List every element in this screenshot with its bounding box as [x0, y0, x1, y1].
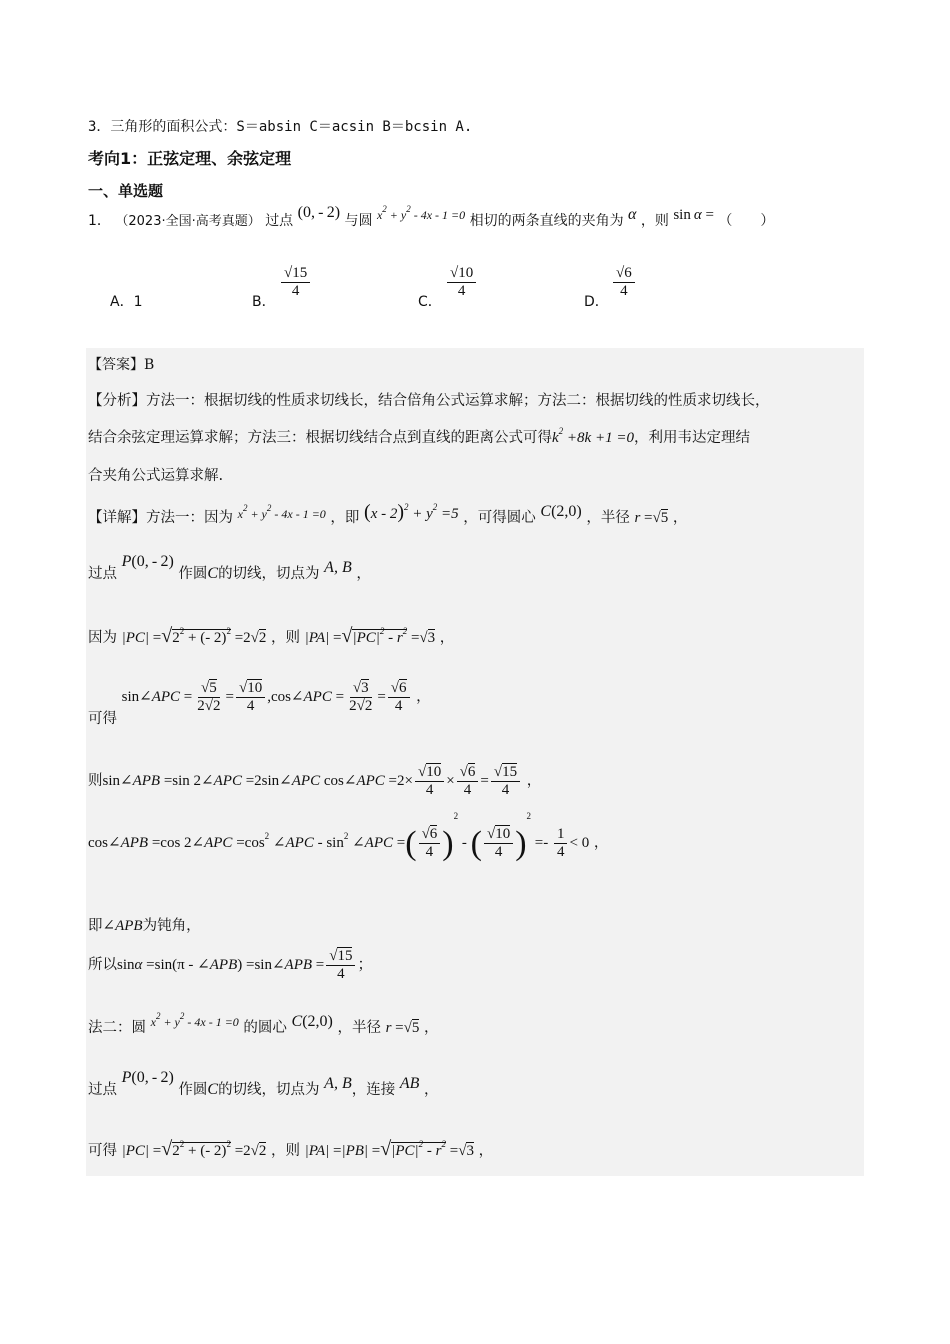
detail-eq2: $(x - 2)^2 + y^2 =5$	[364, 501, 459, 523]
option-b-num: √15	[281, 265, 310, 283]
segment-AB: AB	[399, 1075, 420, 1092]
method2-line-3	[88, 1138, 493, 1161]
option-c-num: √10	[447, 265, 476, 283]
option-d-den: 4	[620, 283, 628, 300]
method2-line-2	[88, 1069, 439, 1099]
method2-then-text: ，则	[271, 1143, 300, 1159]
option-c[interactable]	[418, 291, 442, 311]
obtuse-text: 即∠APB为钝角，	[88, 918, 201, 934]
question-sin-alpha: sin α =	[673, 207, 714, 223]
detail-comma: ，	[672, 510, 688, 526]
detail-line-4	[88, 680, 431, 728]
method2-line-1	[88, 1011, 439, 1037]
detail-radius-text: ，半径	[586, 510, 630, 526]
comma-9: ，	[478, 1143, 494, 1159]
answer-line: 【答案】B	[88, 357, 155, 373]
option-c-den: 4	[457, 283, 466, 300]
get-text: 可得	[88, 711, 117, 728]
option-b-fraction	[279, 265, 312, 301]
pass-point-text: 过点	[88, 566, 117, 582]
detail-radius: r =√5	[634, 510, 669, 526]
method2-eq: x2 + y2 - 4x - 1 =0	[150, 1011, 239, 1029]
question-source: （2023·全国·高考真题）	[115, 214, 261, 229]
comma-4: ，	[416, 689, 431, 706]
tangent-text: 作圆	[178, 566, 208, 582]
comma-6: ，	[593, 835, 609, 852]
method2-tangent-points: A, B	[324, 1075, 352, 1092]
section-heading: 考向1：正弦定理、余弦定理	[88, 149, 292, 168]
method2-center-text: 的圆心	[243, 1020, 287, 1036]
question-point: (0, - 2)	[297, 204, 341, 221]
method2-get-text: 可得	[88, 1143, 117, 1159]
method2-tangent-text: 作圆	[178, 1082, 208, 1098]
analysis-eq: $k^2 +8k +1 =0$	[552, 426, 634, 446]
method2-pass-point: 过点	[88, 1082, 117, 1098]
question-text-a: 过点	[265, 213, 294, 229]
option-b-label: B．	[252, 294, 276, 310]
method2-point-P: P(0, - 2)	[121, 1069, 174, 1086]
circle-C: C	[207, 565, 219, 582]
sub-section-heading: 一、单选题	[88, 182, 164, 200]
analysis-line-2-tail: ，利用韦达定理结	[633, 430, 750, 446]
question-text-d: ，则	[640, 213, 669, 229]
detail-line-7	[88, 914, 201, 935]
analysis-line-2	[88, 426, 750, 447]
because-text: 因为	[88, 630, 117, 646]
comma-7: ，	[423, 1020, 439, 1036]
question-text-b: 与圆	[344, 213, 373, 229]
method2-center: C(2,0)	[291, 1013, 333, 1030]
method2-circle-C: C	[207, 1081, 219, 1098]
detail-mid: ，即	[330, 510, 360, 526]
detail-center: C(2,0)	[540, 503, 582, 520]
question-text-c: 相切的两条直线的夹角为	[469, 213, 624, 229]
pa-equation: $|PA| =√|PC|^2 - r^2 =√3$	[304, 625, 436, 647]
detail-center-text: ，可得圆心	[463, 510, 536, 526]
option-b-den: 4	[291, 283, 300, 300]
option-d-fraction	[611, 265, 637, 301]
analysis-line-2-text: 结合余弦定理运算求解；方法三：根据切线结合点到直线的距离公式可得	[88, 430, 552, 446]
question-1	[88, 204, 775, 230]
question-alpha: α	[628, 206, 637, 223]
analysis-line-1: 【分析】方法一：根据切线的性质求切线长，结合倍角公式运算求解；方法二：根据切线的性质求切线长，	[88, 393, 770, 409]
detail-line-2	[88, 553, 371, 583]
comma-8: ，	[423, 1082, 439, 1098]
method2-pa-pb-equation: $|PA| =|PB| =√|PC|^2 - r^2 =√3$	[304, 1138, 474, 1160]
detail-line-6	[88, 811, 609, 862]
cos-apb-equation: cos∠APB =cos 2∠APC $=\cos^2$ ∠APC - $\sin^2$ ∠APC =( $\frac{√6}{4}$ )$^2$ - ( $\frac{√10}{4}$ )$^2$ =- $\frac{1}{4}$ < 0	[88, 811, 590, 862]
comma-3: ，	[439, 630, 455, 646]
question-paren: （ ）	[718, 213, 775, 229]
detail-line-8	[88, 948, 373, 984]
option-a[interactable]: A．1	[110, 294, 143, 310]
question-circle-eq: $x^2 + y^2 - 4x - 1 =0$	[376, 204, 466, 222]
sin-apb-equation: 则sin∠APB =sin 2∠APC =2sin∠APC cos∠APC =2× $\frac{√10}{4}$ × $\frac{√6}{4}$ = $\frac{√15}{4}$	[88, 773, 522, 789]
option-b[interactable]	[252, 291, 276, 311]
option-d-label: D．	[584, 294, 609, 310]
connect-text: ，连接	[351, 1082, 396, 1098]
detail-label: 【详解】方法一：因为	[88, 510, 233, 526]
option-c-fraction	[445, 265, 478, 301]
sin-apc-equation: sin∠APC = $\frac{√5}{2√2}$ = $\frac{√10}{4}$ ,cos∠APC = $\frac{√3}{2√2}$ = $\frac{√6}{4}$	[122, 689, 412, 705]
question-number: 1．	[88, 213, 111, 229]
area-formula-line: 3．三角形的面积公式：S＝absin C＝acsin B＝bcsin A.	[88, 119, 473, 135]
method2-pc-equation: $|PC| =√2^2$ + (- 2)$^2$ =2√2	[121, 1138, 267, 1160]
detail-line-5	[88, 764, 541, 800]
option-d[interactable]	[584, 291, 609, 311]
analysis-line-3: 合夹角公式运算求解.	[88, 468, 224, 484]
comma-2: ，	[356, 566, 371, 582]
pc-equation: $|PC| =√2^2$ + (- 2)$^2$ =2√2	[121, 625, 267, 647]
then-text: ，则	[271, 630, 300, 646]
detail-line-1	[88, 501, 688, 528]
point-P: P(0, - 2)	[121, 553, 174, 570]
comma-5: ，	[526, 773, 542, 790]
detail-eq1: x2 + y2 - 4x - 1 =0	[237, 503, 326, 521]
option-c-label: C．	[418, 294, 442, 310]
method2-radius-text: ，半径	[337, 1020, 381, 1036]
method2-tangent-text-2: 的切线，切点为	[218, 1082, 320, 1098]
method2-radius: r =√5	[385, 1020, 420, 1036]
detail-line-3	[88, 625, 454, 648]
tangent-points: A, B	[324, 559, 352, 576]
option-d-num: √6	[613, 265, 635, 283]
tangent-text-2: 的切线，切点为	[218, 566, 320, 582]
method2-label: 法二：圆	[88, 1020, 146, 1036]
so-sin-equation: 所以sinα =sin(π - ∠APB) =sin∠APB = $\frac{√15}{4}$ ；	[88, 948, 373, 983]
